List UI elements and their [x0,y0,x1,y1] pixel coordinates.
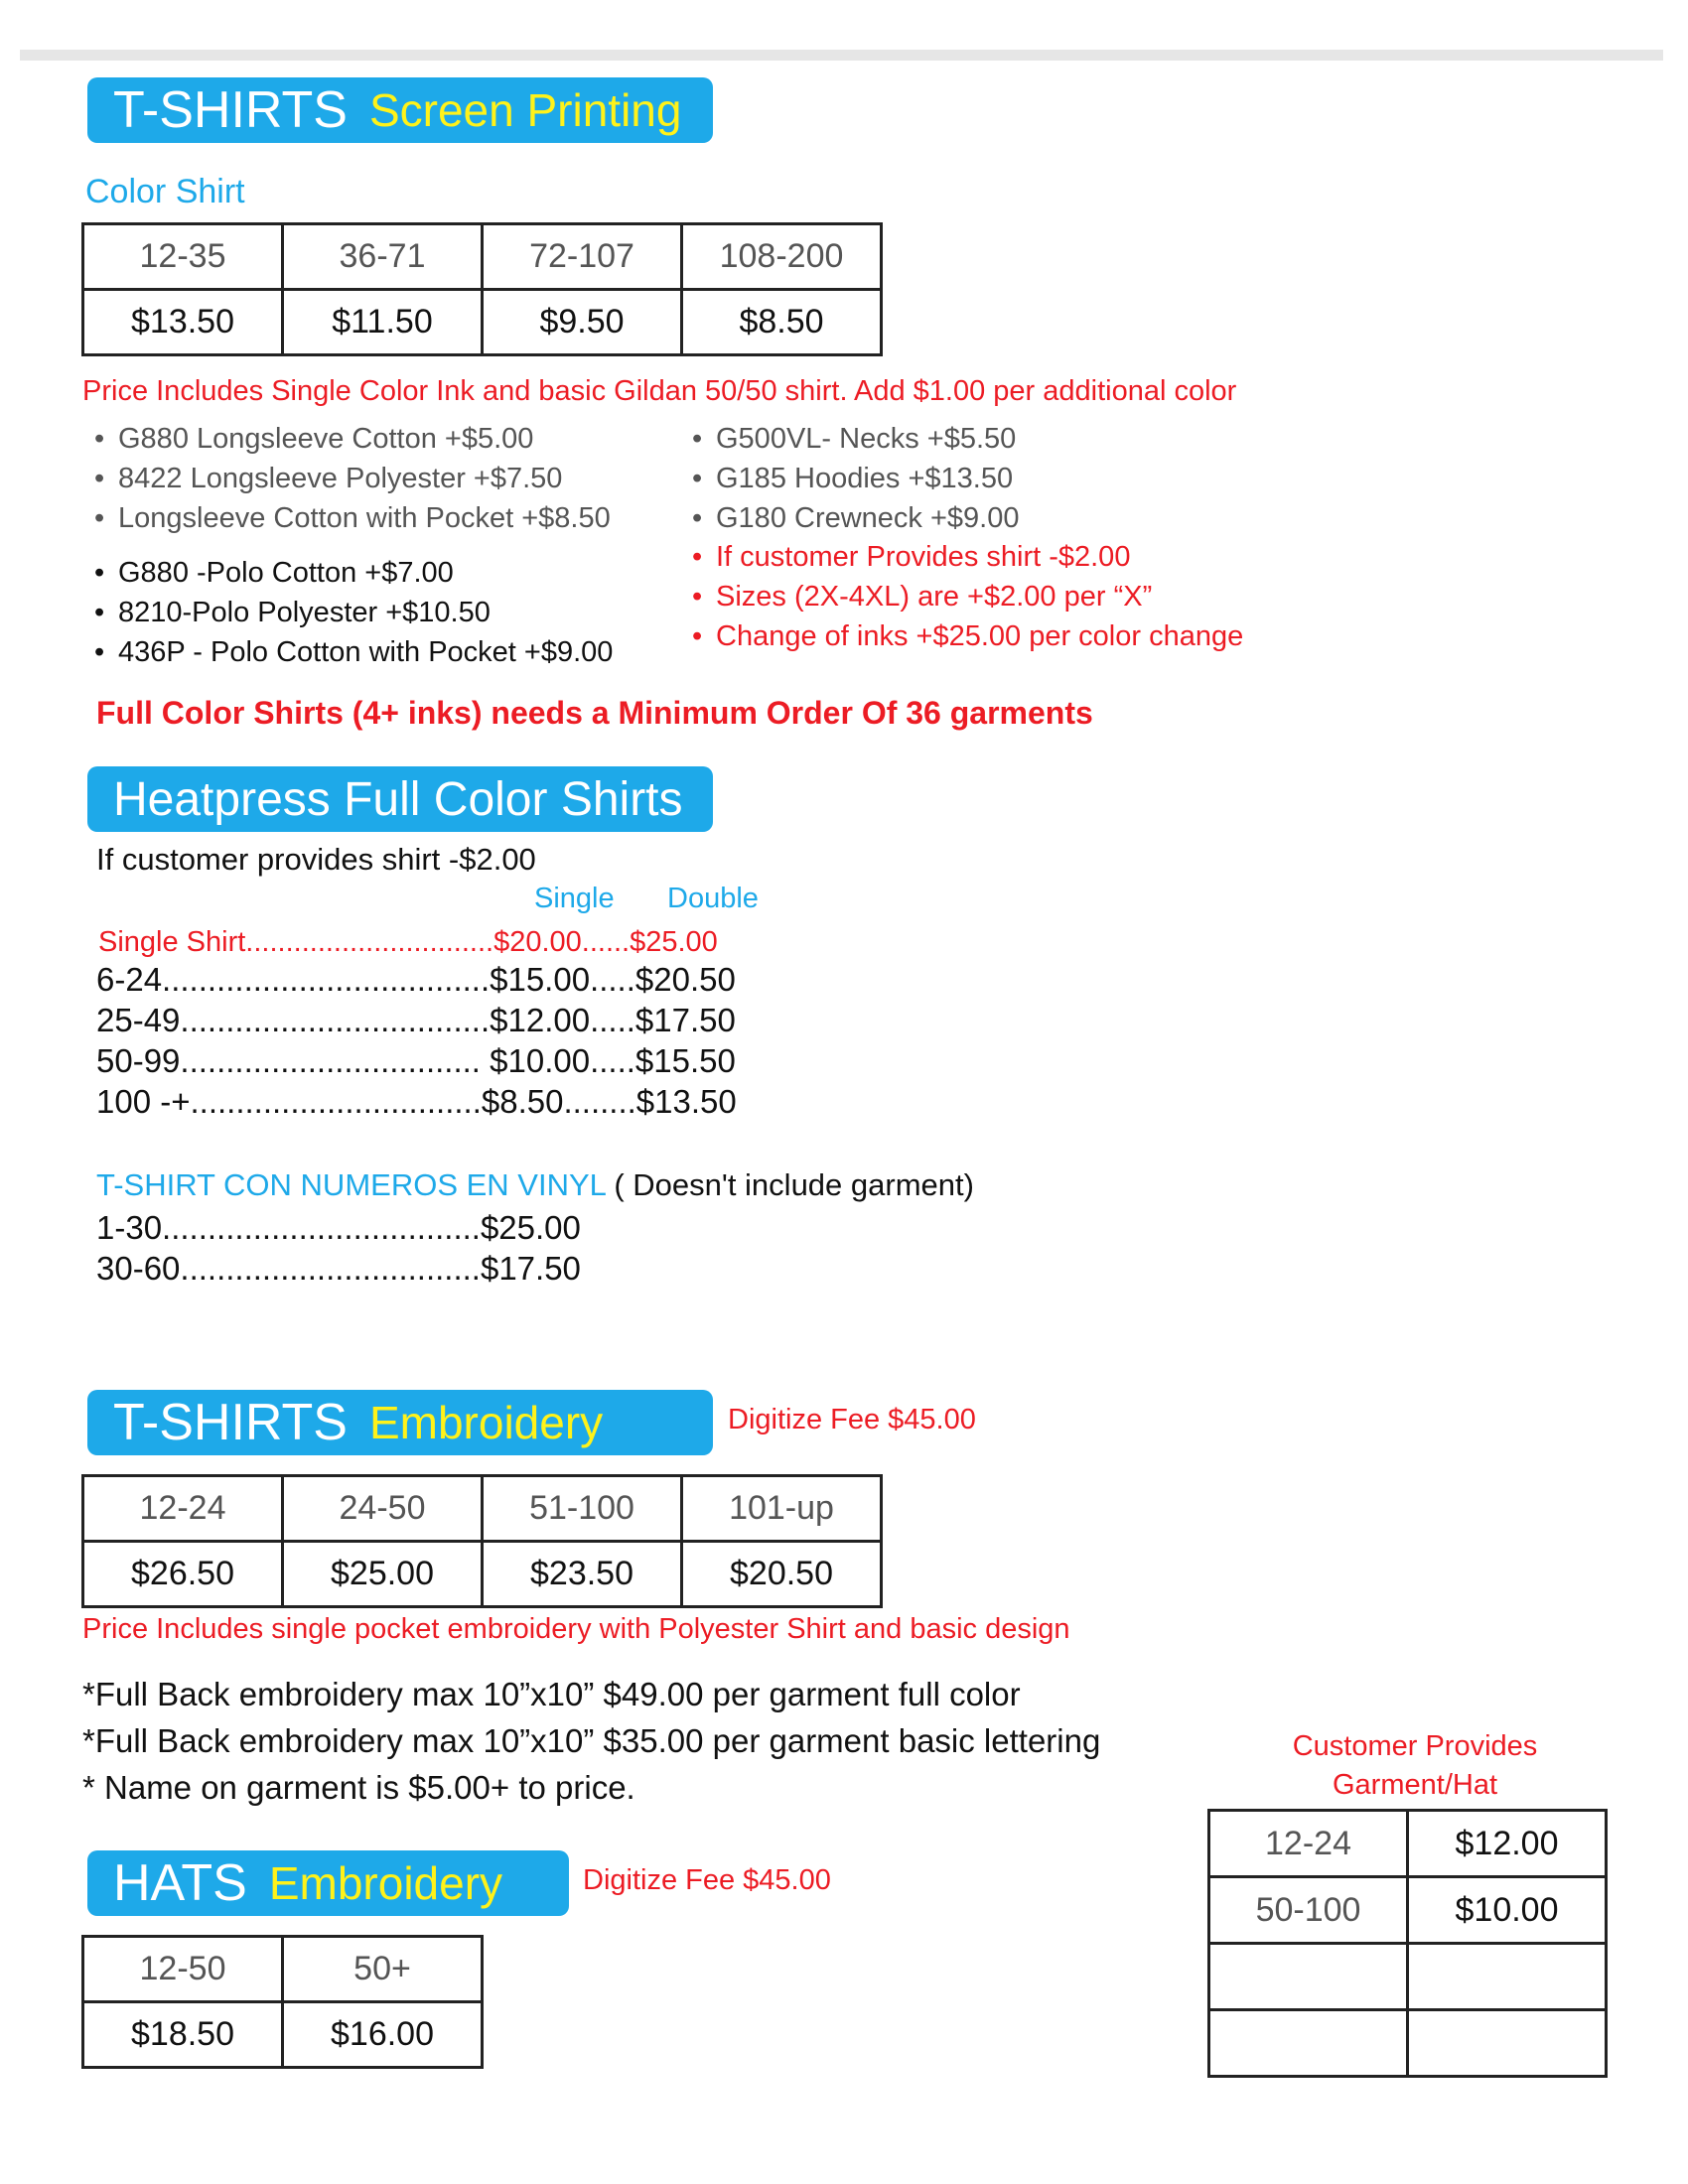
tier-cell: 12-24 [83,1476,283,1542]
tier-cell: 50+ [283,1937,483,2002]
tshirt-embroidery-note: Price Includes single pocket embroidery with Polyester Shirt and basic design [82,1613,1070,1645]
price-cell: $13.50 [83,290,283,355]
option-item: • G180 Crewneck +$9.00 [692,498,1020,538]
vinyl-note: ( Doesn't include garment) [614,1167,974,1202]
qty-cell [1209,2010,1408,2077]
heatpress-row: 100 -+................................$8.50........$13.50 [96,1083,737,1120]
heatpress-title: Heatpress Full Color Shirts [113,772,683,826]
heatpress-row: 50-99................................. $10.00.....$15.50 [96,1042,736,1079]
banner-title-main: T-SHIRTS [113,1394,348,1451]
option-item: • 436P - Polo Cotton with Pocket +$9.00 [94,632,613,672]
price-cell: $23.50 [483,1542,682,1607]
price-cell: $26.50 [83,1542,283,1607]
banner-title-main: HATS [113,1854,247,1912]
hats-embroidery-banner [87,1850,569,1916]
price-cell: $8.50 [682,290,882,355]
tier-cell: 51-100 [483,1476,682,1542]
customer-provides-line1: Customer Provides [1292,1730,1538,1762]
price-cell: $10.00 [1408,1877,1607,1944]
banner-title-sub: Screen Printing [368,84,682,136]
col-single-label: Single [534,883,615,914]
embroidery-extra: *Full Back embroidery max 10”x10” $49.00 per garment full color [82,1676,1021,1712]
heatpress-single-shirt-row: Single Shirt...............................$20.00......$25.00 [98,926,718,958]
tshirt-embroidery-price-table [81,1474,883,1608]
tier-cell: 101-up [682,1476,882,1542]
option-item: • Sizes (2X-4XL) are +$2.00 per “X” [692,577,1243,616]
heatpress-provides-note: If customer provides shirt -$2.00 [96,842,536,877]
customer-provides-title [1201,1727,1628,1805]
customer-provides-table [1207,1809,1608,2078]
option-item: • Longsleeve Cotton with Pocket +$8.50 [94,498,611,538]
color-shirt-heading: Color Shirt [85,173,245,210]
vinyl-title: T-SHIRT CON NUMEROS EN VINYL [96,1167,606,1202]
screen-printing-note: Price Includes Single Color Ink and basic Gildan 50/50 shirt. Add $1.00 per additional color [82,375,1237,407]
price-cell [1408,2010,1607,2077]
price-cell: $25.00 [283,1542,483,1607]
customer-provides-line2: Garment/Hat [1333,1769,1497,1801]
tshirt-digitize-fee: Digitize Fee $45.00 [728,1404,976,1435]
vinyl-row: 30-60.................................$17.50 [96,1250,581,1287]
embroidery-extra: *Full Back embroidery max 10”x10” $35.00 per garment basic lettering [82,1722,1101,1759]
hats-digitize-fee: Digitize Fee $45.00 [583,1864,831,1896]
option-item: • Change of inks +$25.00 per color change [692,616,1243,656]
options-left-a [94,419,611,538]
full-color-minimum-note: Full Color Shirts (4+ inks) needs a Minimum Order Of 36 garments [96,695,1093,731]
option-item: • 8210-Polo Polyester +$10.50 [94,593,613,632]
embroidery-extra: * Name on garment is $5.00+ to price. [82,1769,635,1806]
qty-cell: 12-24 [1209,1811,1408,1877]
screen-printing-banner [87,77,713,143]
vinyl-row: 1-30...................................$25.00 [96,1209,581,1246]
top-divider [20,50,1663,61]
tier-cell: 36-71 [283,224,483,290]
tshirt-embroidery-banner [87,1390,713,1455]
price-cell: $16.00 [283,2002,483,2068]
option-item: • G880 Longsleeve Cotton +$5.00 [94,419,611,459]
options-left-b [94,553,613,672]
qty-cell: 50-100 [1209,1877,1408,1944]
tier-cell: 72-107 [483,224,682,290]
qty-cell [1209,1944,1408,2010]
banner-title-main: T-SHIRTS [113,81,348,139]
heatpress-row: 25-49..................................$12.00.....$17.50 [96,1002,736,1038]
price-cell: $9.50 [483,290,682,355]
hats-price-table [81,1935,484,2069]
price-cell [1408,1944,1607,2010]
tier-cell: 12-50 [83,1937,283,2002]
screen-printing-price-table [81,222,883,356]
heatpress-row: 6-24....................................$15.00.....$20.50 [96,961,736,998]
option-item: • G185 Hoodies +$13.50 [692,459,1020,498]
tier-cell: 108-200 [682,224,882,290]
options-right-a [692,419,1020,538]
price-cell: $18.50 [83,2002,283,2068]
options-right-b [692,537,1243,656]
heatpress-banner [87,766,713,832]
option-item: • 8422 Longsleeve Polyester +$7.50 [94,459,611,498]
option-item: • G500VL- Necks +$5.50 [692,419,1020,459]
price-cell: $20.50 [682,1542,882,1607]
col-double-label: Double [667,883,759,914]
banner-title-sub: Embroidery [368,1397,604,1448]
vinyl-heading [96,1167,974,1203]
option-item: • If customer Provides shirt -$2.00 [692,537,1243,577]
tier-cell: 12-35 [83,224,283,290]
option-item: • G880 -Polo Cotton +$7.00 [94,553,613,593]
banner-title-sub: Embroidery [268,1857,503,1909]
price-cell: $11.50 [283,290,483,355]
tier-cell: 24-50 [283,1476,483,1542]
price-cell: $12.00 [1408,1811,1607,1877]
